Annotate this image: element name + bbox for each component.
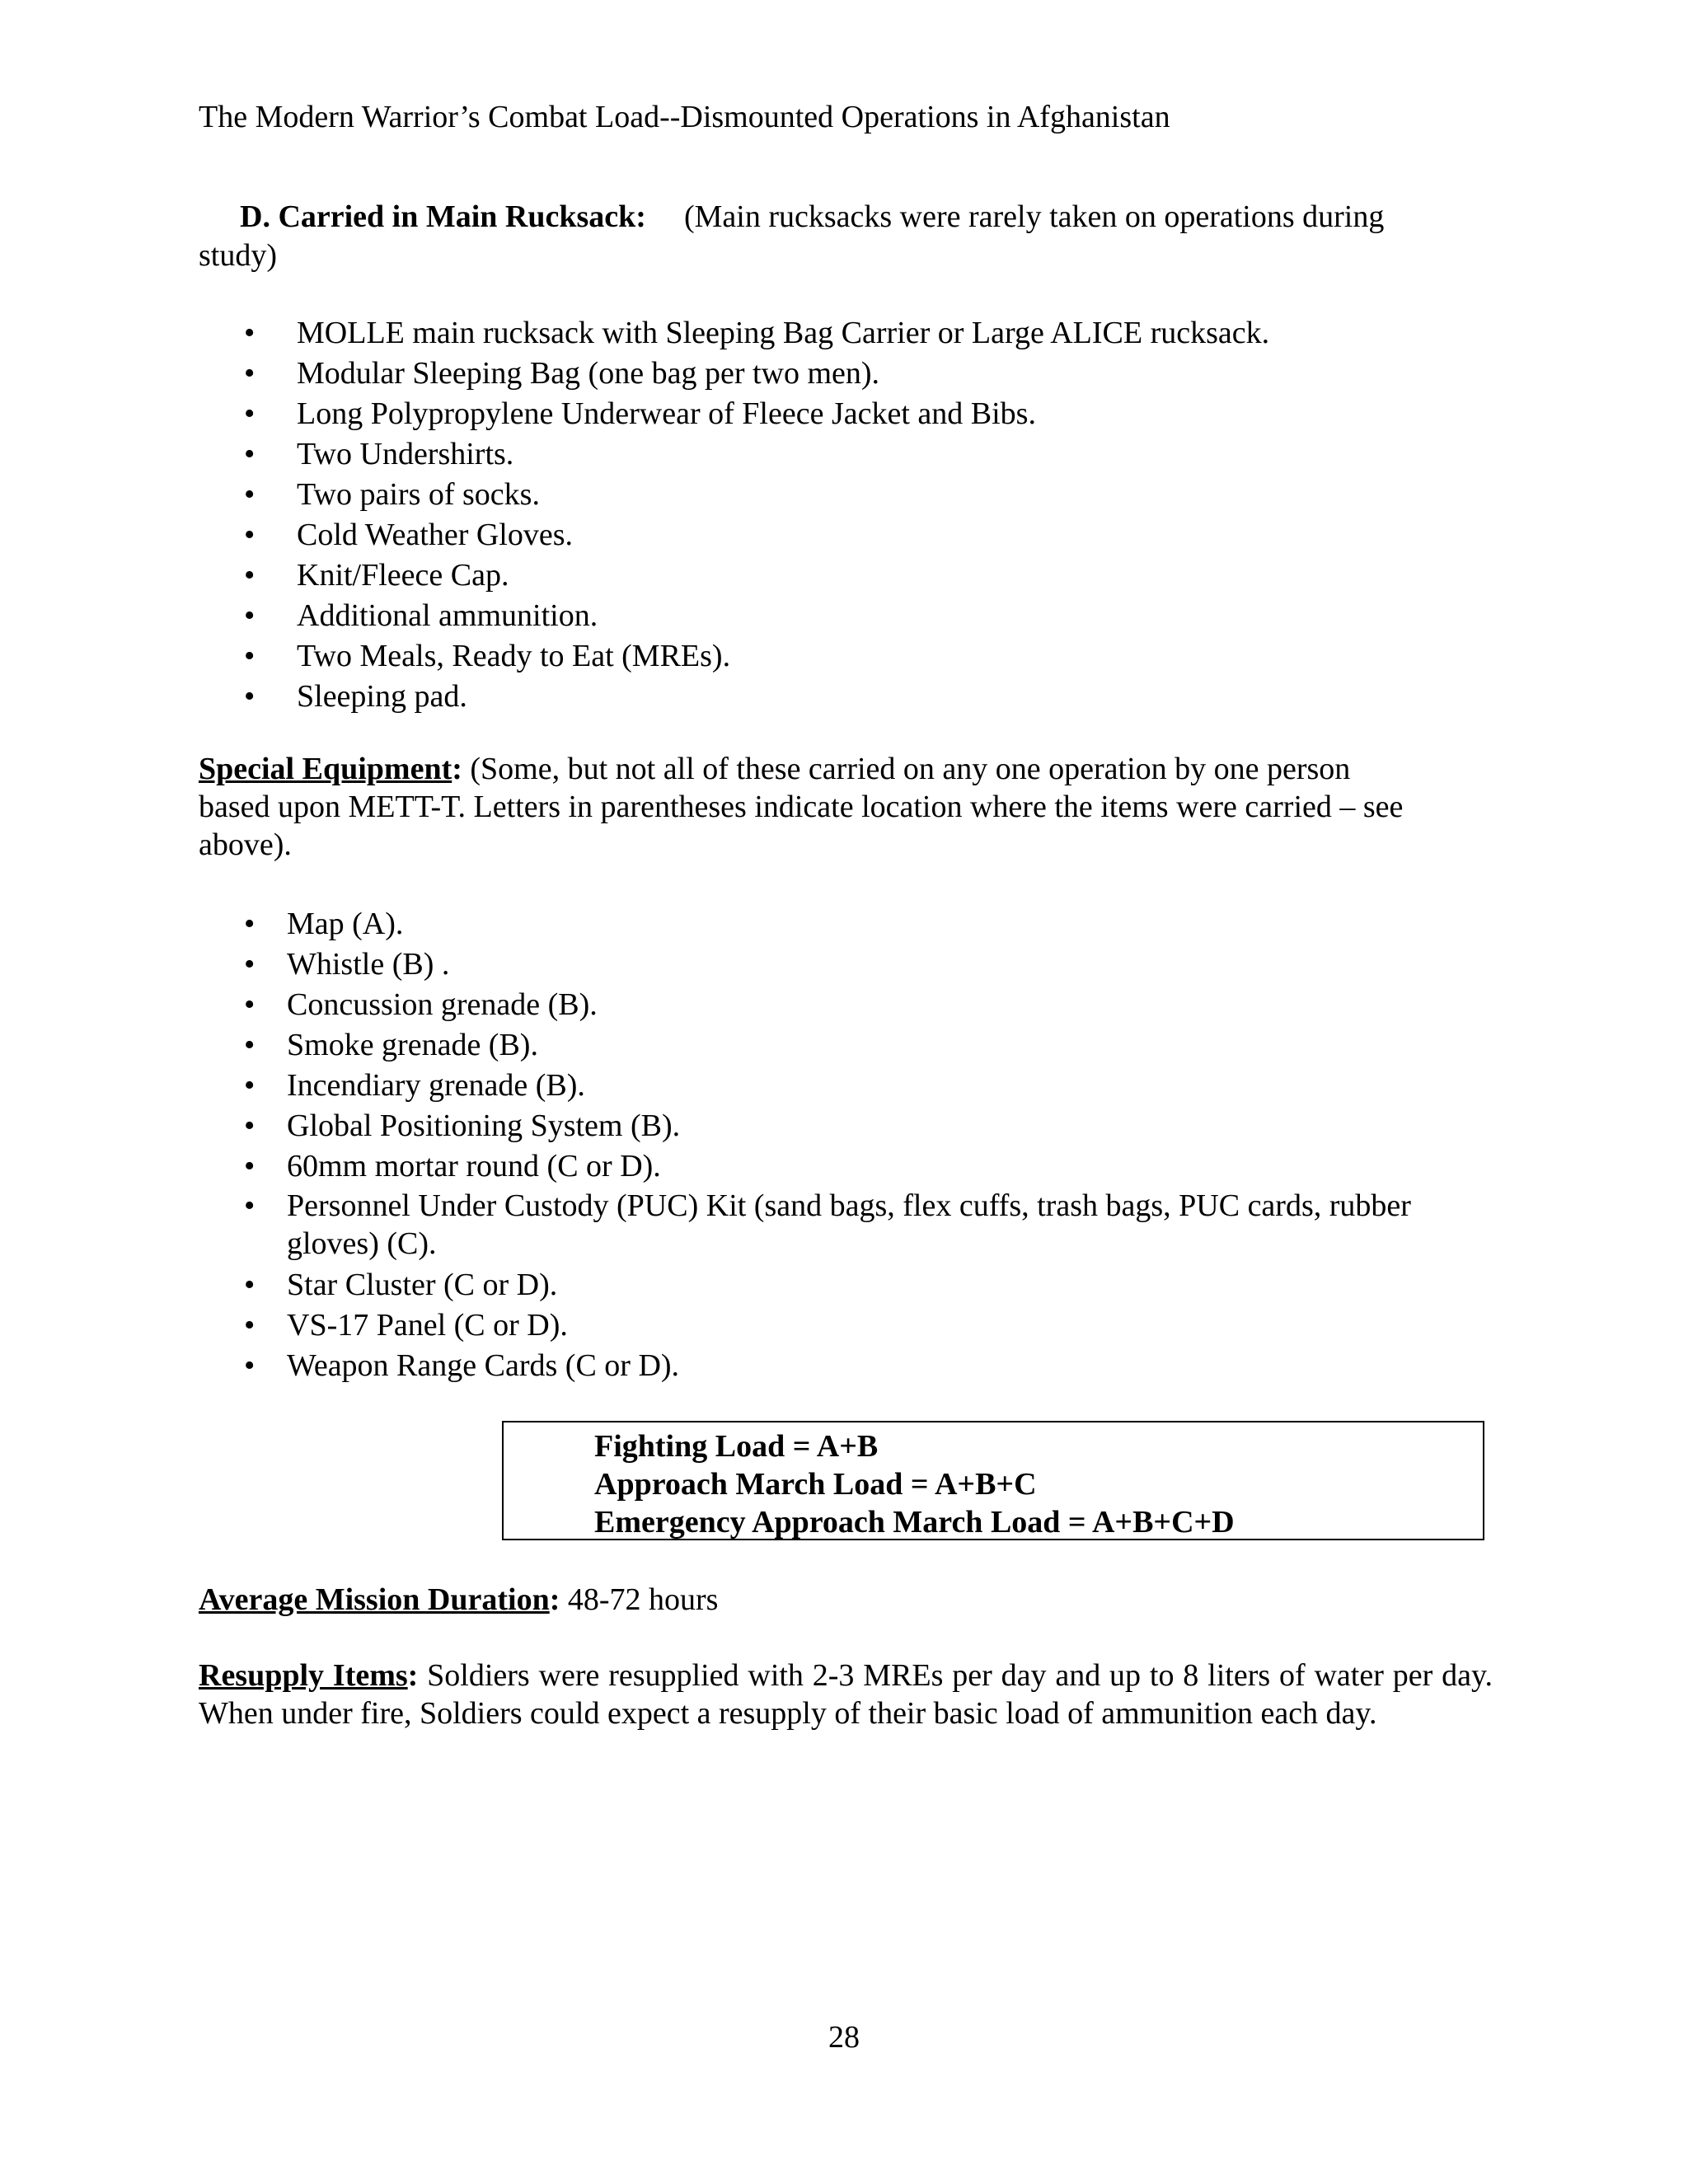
bullet-icon: •	[244, 1308, 256, 1343]
bullet-icon: •	[244, 356, 256, 391]
special-equipment-item-text: Smoke grenade (B).	[287, 1028, 538, 1062]
special-equipment-item	[244, 1066, 1497, 1106]
bullet-icon: •	[244, 907, 256, 941]
resupply-paragraph	[199, 1657, 1493, 1732]
bullet-icon: •	[244, 316, 256, 350]
resupply-text: Soldiers were resupplied with 2-3 MREs per day and up to 8 liters of water per day. When under fire, Soldiers could expect a resupply of their basic load of ammunition each day.	[199, 1658, 1493, 1731]
bullet-icon: •	[244, 1068, 256, 1103]
rucksack-item-text: Modular Sleeping Bag (one bag per two men).	[297, 356, 880, 391]
rucksack-item-text: Two Undershirts.	[297, 437, 514, 471]
bullet-icon: •	[244, 1268, 256, 1302]
special-equipment-item	[244, 1346, 1497, 1386]
load-definitions-box	[502, 1421, 1484, 1540]
rucksack-item	[244, 394, 1269, 434]
special-equipment-item	[244, 1106, 1497, 1146]
section-d-note: (Main rucksacks were rarely taken on operations during	[683, 199, 1385, 234]
special-equipment-item	[244, 985, 1497, 1025]
special-equipment-item-text: 60mm mortar round (C or D).	[287, 1149, 661, 1183]
bullet-icon: •	[244, 1108, 256, 1143]
approach-march-load-line: Approach March Load = A+B+C	[594, 1467, 1037, 1502]
rucksack-item-text: Long Polypropylene Underwear of Fleece Jacket and Bibs.	[297, 396, 1036, 431]
rucksack-item-text: Knit/Fleece Cap.	[297, 558, 509, 593]
rucksack-item-text: Cold Weather Gloves.	[297, 518, 574, 552]
special-equipment-item-text: Star Cluster (C or D).	[287, 1268, 558, 1302]
rucksack-item	[244, 677, 1269, 717]
special-equipment-line-1	[199, 750, 1493, 788]
rucksack-item-text: Two Meals, Ready to Eat (MREs).	[297, 639, 731, 673]
special-equipment-list	[244, 904, 1497, 1386]
fighting-load-line: Fighting Load = A+B	[594, 1429, 879, 1464]
special-equipment-item-text: Whistle (B) .	[287, 947, 450, 982]
bullet-icon: •	[244, 598, 256, 633]
section-d-first-line	[199, 198, 1493, 237]
special-equipment-item	[244, 1187, 1497, 1263]
rucksack-item-text: MOLLE main rucksack with Sleeping Bag Carrier or Large ALICE rucksack.	[297, 316, 1270, 350]
rucksack-item	[244, 636, 1269, 677]
special-equipment-item	[244, 944, 1497, 985]
running-header: The Modern Warrior’s Combat Load--Dismounted Operations in Afghanistan	[199, 100, 1170, 134]
page-number: 28	[828, 2020, 860, 2055]
rucksack-item	[244, 434, 1269, 475]
special-equipment-item	[244, 1305, 1497, 1346]
special-equipment-item	[244, 1265, 1497, 1305]
rucksack-items-list	[244, 313, 1269, 717]
special-equipment-line-2: based upon METT-T. Letters in parentheses indicate location where the items were carried – see	[199, 790, 1404, 824]
mission-duration-value: 48-72 hours	[560, 1582, 719, 1617]
rucksack-item-text: Two pairs of socks.	[297, 477, 540, 512]
bullet-icon: •	[244, 396, 256, 431]
special-equipment-label: Special Equipment	[199, 752, 452, 786]
rucksack-item	[244, 354, 1269, 394]
bullet-icon: •	[244, 987, 256, 1022]
special-equipment-item-text: Map (A).	[287, 907, 404, 941]
special-equipment-paragraph	[199, 750, 1493, 864]
special-equipment-item-text: Concussion grenade (B).	[287, 987, 598, 1022]
rucksack-item	[244, 475, 1269, 515]
mission-duration-label: Average Mission Duration	[199, 1582, 550, 1617]
resupply-label: Resupply Items	[199, 1658, 408, 1693]
bullet-icon: •	[244, 558, 256, 593]
mission-duration-paragraph	[199, 1581, 1493, 1619]
special-equipment-item	[244, 1146, 1497, 1187]
section-d-note-continued: study)	[199, 238, 277, 273]
section-d-intro	[199, 198, 1493, 275]
bullet-icon: •	[244, 1188, 256, 1223]
mission-duration-colon: :	[549, 1582, 560, 1617]
special-equipment-item-text: Incendiary grenade (B).	[287, 1068, 585, 1103]
special-equipment-item-text: Weapon Range Cards (C or D).	[287, 1348, 680, 1383]
section-d-heading: D. Carried in Main Rucksack:	[240, 199, 646, 234]
bullet-icon: •	[244, 1348, 256, 1383]
special-equipment-item-text: Personnel Under Custody (PUC) Kit (sand bags, flex cuffs, trash bags, PUC cards, rubber gloves) (C).	[287, 1188, 1411, 1261]
rucksack-item-text: Additional ammunition.	[297, 598, 598, 633]
rucksack-item-text: Sleeping pad.	[297, 679, 467, 714]
rucksack-item	[244, 555, 1269, 596]
bullet-icon: •	[244, 679, 256, 714]
special-equipment-item	[244, 1025, 1497, 1066]
rucksack-item	[244, 313, 1269, 354]
special-equipment-colon: :	[452, 752, 462, 786]
special-equipment-line-3: above).	[199, 827, 292, 862]
bullet-icon: •	[244, 437, 256, 471]
special-equipment-text-1: (Some, but not all of these carried on any one operation by one person	[462, 752, 1351, 786]
bullet-icon: •	[244, 947, 256, 982]
bullet-icon: •	[244, 518, 256, 552]
bullet-icon: •	[244, 477, 256, 512]
rucksack-item	[244, 515, 1269, 555]
rucksack-item	[244, 596, 1269, 636]
special-equipment-item-text: VS-17 Panel (C or D).	[287, 1308, 568, 1343]
resupply-colon: :	[407, 1658, 419, 1693]
bullet-icon: •	[244, 639, 256, 673]
special-equipment-item-text: Global Positioning System (B).	[287, 1108, 681, 1143]
special-equipment-item	[244, 904, 1497, 944]
emergency-approach-march-load-line: Emergency Approach March Load = A+B+C+D	[594, 1505, 1235, 1540]
bullet-icon: •	[244, 1028, 256, 1062]
bullet-icon: •	[244, 1149, 256, 1183]
